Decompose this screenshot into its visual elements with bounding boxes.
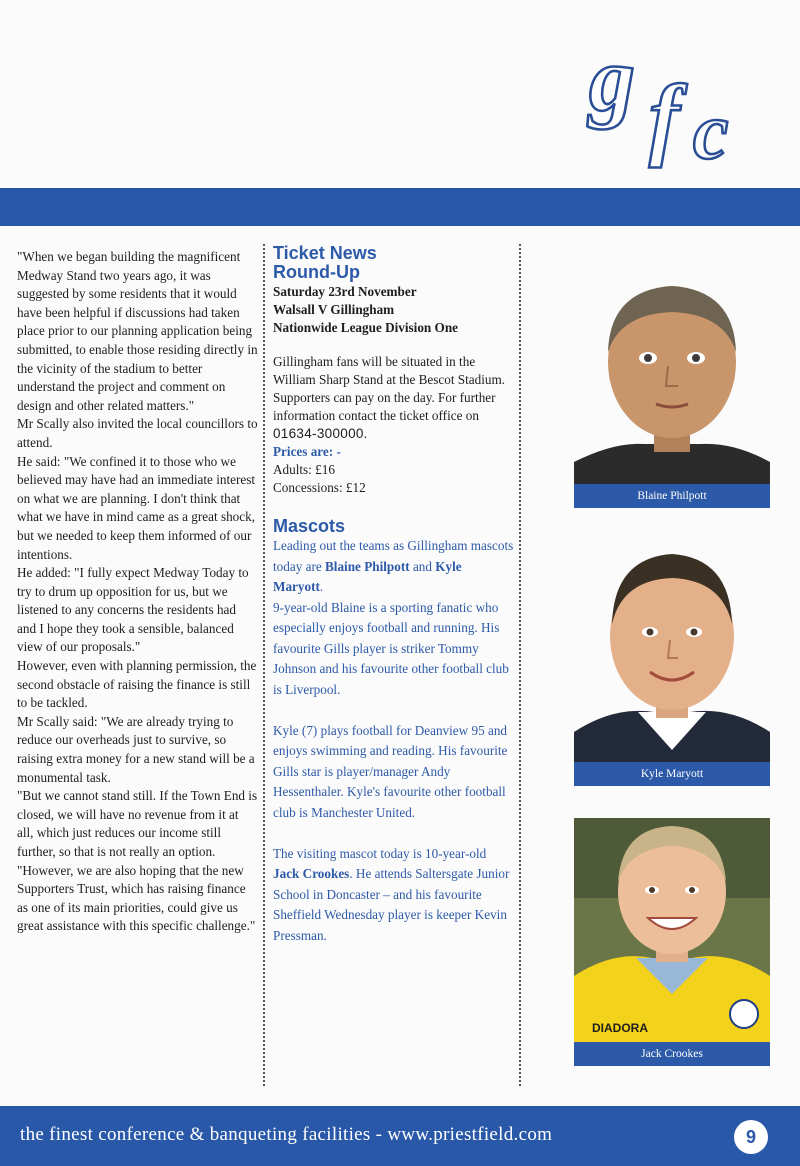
photo-caption: Jack Crookes [574,1042,770,1066]
article-paragraph: He added: "I fully expect Medway Today to try to drum up opposition for us, but we listened to any concerns the residents had and I hope they took a sensible, balanced view of our proposals." [17,565,249,655]
header-band [0,188,800,226]
article-paragraph: "But we cannot stand still. If the Town End is closed, we will have no revenue from it at all, which just reduces our income still further, so that is not really an option. [17,788,258,859]
page-number: 9 [734,1120,768,1154]
intro-text: Leading out the teams as Gillingham mascots today are [273,538,514,574]
punctuation: . [363,426,367,441]
mascot-portrait [574,262,770,484]
photo-blaine [574,262,770,508]
price-adults: Adults: £16 [273,462,335,477]
column-divider [519,244,521,1086]
svg-text:f: f [649,66,680,168]
mascots-heading: Mascots [273,516,346,536]
punctuation: . [319,579,324,594]
article-paragraph: Mr Scally said: "We are already trying to reduce our overheads just to survive, so raising extra money for a new stand will be a monumental task. [17,713,255,785]
fixture-info [273,283,515,337]
heading-line: Round-Up [273,262,360,282]
left-article-column [17,248,258,936]
blaine-paragraph: 9-year-old Blaine is a sporting fanatic who especially enjoys football and running. His favourite Gills player is striker Tommy Johnson and his favourite other football club is Liverpool. [273,599,509,697]
photo-caption: Blaine Philpott [574,484,770,508]
mascot-portrait [574,818,770,1042]
fixture-league: Nationwide League Division One [273,320,459,335]
heading-line: Ticket News [273,243,377,263]
prices-label: Prices are: - [273,444,341,459]
column-divider [263,244,265,1086]
fixture-teams: Walsall V Gillingham [273,302,395,317]
photo-jack [574,818,770,1066]
mascots-intro [273,536,515,598]
ticket-office-phone: 01634-300000 [273,426,364,441]
article-paragraph: However, even with planning permission, the second obstacle of raising the finance is still to be tackled. [17,658,257,711]
fixture-date: Saturday 23rd November [273,284,417,299]
visiting-text: . He attends Saltersgate Junior School in Doncaster – and his favourite Sheffield Wednesday player is keeper Kevin Pressman. [273,866,510,943]
article-paragraph: "When we began building the magnificent Medway Stand two years ago, it was suggested by some residents that it would have been helpful if discussions had taken place prior to our planning application being submitted, to enable those residing directly in the vicinity of the stadium to better understand the project and comment on design and other related matters." [17,249,258,413]
ticket-news-heading [273,244,515,282]
mascot-name: Blaine Philpott [325,558,410,574]
svg-text:c: c [693,88,729,170]
svg-text:g: g [589,40,635,130]
photo-kyle [574,536,770,786]
article-paragraph: He said: "We confined it to those who we believed may have had an immediate interest on what we are planning. I don't think that what we have in mind came as a great shock, but we needed to keep them informed of our intentions. [17,453,256,562]
article-paragraph: "However, we are also hoping that the new Supporters Trust, which has raising finance as one of its main priorities, could give us great assistance with this specific challenge." [17,862,256,934]
mascot-portrait [574,536,770,762]
footer-tagline: the finest conference & banqueting facilities - www.priestfield.com [20,1124,553,1145]
mascot-name: Jack Crookes [273,866,350,881]
mascots-text [273,536,515,946]
shirt-sponsor-text: DIADORA [592,1021,648,1035]
visiting-mascot-paragraph [273,844,515,947]
ticket-stand-info: Gillingham fans will be situated in the William Sharp Stand at the Bescot Stadium. [273,354,506,387]
club-logo [585,40,780,170]
kyle-paragraph: Kyle (7) plays football for Deanview 95 and enjoys swimming and reading. His favourite Gills star is player/manager Andy Hessenthaler. Kyle's favourite other football club is Manchester United. [273,722,508,820]
photo-caption: Kyle Maryott [574,762,770,786]
ticket-body [273,353,515,497]
article-paragraph: Mr Scally also invited the local councillors to attend. [17,416,258,450]
mascot-name: Kyle Maryott [273,558,462,594]
intro-text: and [412,558,432,574]
ticket-contact-info [273,389,515,443]
price-concessions: Concessions: £12 [273,480,366,495]
visiting-text: The visiting mascot today is 10-year-old [273,845,487,861]
middle-column [273,244,515,946]
contact-text: Supporters can pay on the day. For further information contact the ticket office on [273,390,496,423]
